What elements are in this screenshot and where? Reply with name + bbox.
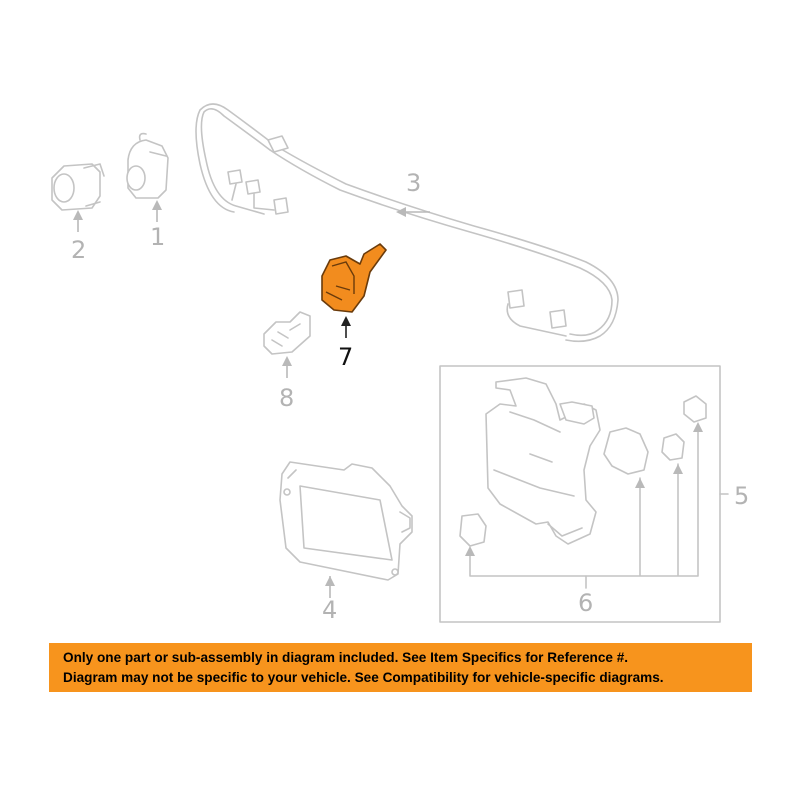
callout-5: 5 — [734, 482, 750, 510]
part-1-sensor — [127, 134, 168, 222]
callout-3: 3 — [406, 169, 422, 197]
part-5-assembly-box — [440, 366, 728, 622]
part-7-highlighted-bracket — [322, 244, 386, 338]
disclaimer-banner — [49, 643, 752, 692]
part-2-retainer — [52, 164, 104, 232]
callout-7-highlighted: 7 — [338, 343, 354, 371]
callout-6: 6 — [578, 589, 594, 617]
part-4-module — [280, 462, 412, 598]
part-8-bracket — [264, 312, 310, 378]
callout-4: 4 — [322, 596, 338, 624]
callout-2: 2 — [71, 236, 87, 264]
disclaimer-line-2: Diagram may not be specific to your vehicle. See Compatibility for vehicle-specific diagrams. — [63, 669, 664, 685]
part-3-wiring-harness — [196, 104, 618, 341]
callout-1: 1 — [150, 223, 166, 251]
disclaimer-line-1: Only one part or sub-assembly in diagram included. See Item Specifics for Reference #. — [63, 649, 629, 665]
callout-8: 8 — [279, 384, 295, 412]
